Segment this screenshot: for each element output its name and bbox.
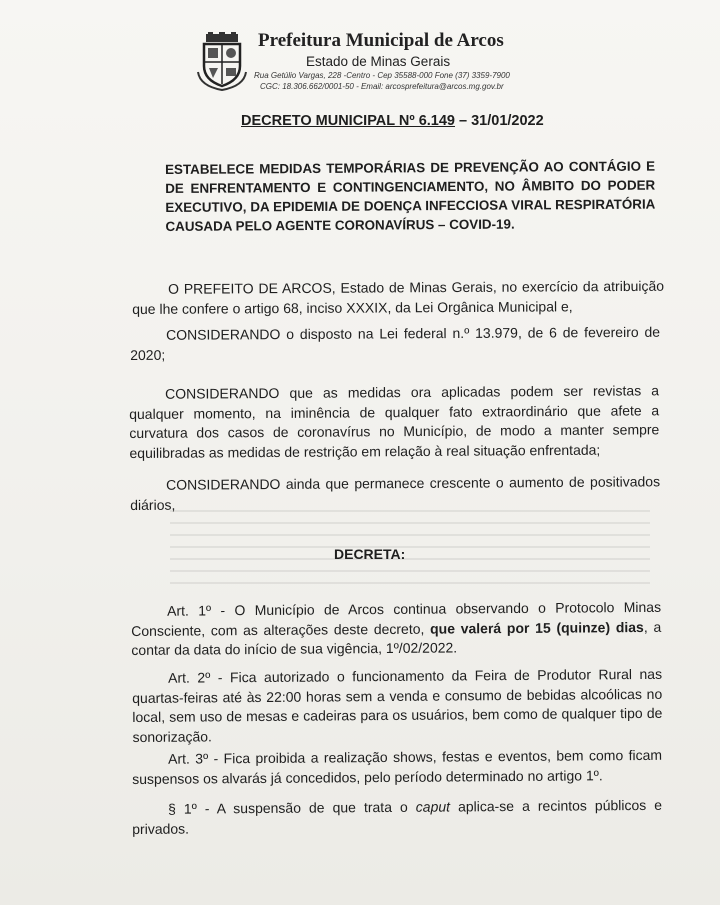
article-1-text: Art. 1º - O Município de Arcos continua observando o Protocolo Minas Consciente, com as alterações deste decreto, — [131, 598, 662, 639]
decree-title — [241, 113, 544, 129]
paragraph-1-text: § 1º - A suspensão de que trata o — [168, 798, 416, 817]
considerando-2: CONSIDERANDO que as medidas ora aplicadas podem ser revistas a qualquer momento, na iminência de qualquer fato extraordinário que afete a curvatura dos casos de coronavírus no Município, de modo a manter sempre equilibradas as medidas de restrição em relação à real situação enfrentada; — [129, 382, 660, 461]
article-1 — [131, 598, 661, 661]
organization-name: Prefeitura Municipal de Arcos — [258, 30, 504, 51]
reverse-side-bleed-through — [170, 510, 650, 590]
considerando-3: CONSIDERANDO ainda que permanece crescente o aumento de positivados diários, — [130, 473, 661, 513]
article-3: Art. 3º - Fica proibida a realização shows, festas e eventos, bem como ficam suspensos os alvarás já concedidos, pelo período determinado no artigo 1º. — [132, 746, 663, 787]
municipal-coat-of-arms-icon — [196, 32, 248, 92]
decree-number: DECRETO MUNICIPAL Nº 6.149 — [241, 113, 455, 129]
preamble: O PREFEITO DE ARCOS, Estado de Minas Gerais, no exercício da atribuição que lhe confere o artigo 68, inciso XXXIX, da Lei Orgânica Municipal e, — [132, 277, 665, 317]
considerando-1: CONSIDERANDO o disposto na Lei federal n.º 13.979, de 6 de fevereiro de 2020; — [130, 323, 661, 363]
article-2: Art. 2º - Fica autorizado o funcionamento da Feira de Produtor Rural nas quartas-feiras até às 22:00 horas sem a venda e consumo de bebidas alcoólicas no local, sem uso de mesas e cadeiras para os usuários, bem como de qualquer tipo de sonorização. — [132, 665, 663, 745]
cgc-email-line: CGC: 18.306.662/0001-50 - Email: arcosprefeitura@arcos.mg.gov.br — [260, 82, 504, 91]
decreta-heading: DECRETA: — [334, 546, 406, 562]
decree-date: – 31/01/2022 — [454, 113, 544, 129]
state-name: Estado de Minas Gerais — [306, 54, 451, 69]
article-1-text-end: , a contar da data do início de sua vigência, 1º/02/2022. — [131, 618, 662, 658]
paragraph-1 — [132, 796, 662, 839]
decree-summary: ESTABELECE MEDIDAS TEMPORÁRIAS DE PREVENÇÃO AO CONTÁGIO E DE ENFRENTAMENTO E CONTINGENCIAMENTO, NO ÂMBITO DO PODER EXECUTIVO, DA EPIDEMIA DE DOENÇA INFECCIOSA VIRAL RESPIRATÓRIA CAUSADA PELO AGENTE CORONAVÍRUS – COVID-19. — [165, 158, 656, 234]
address-line: Rua Getúlio Vargas, 228 -Centro - Cep 35588-000 Fone (37) 3359-7900 — [254, 71, 510, 80]
paragraph-1-text-end: aplica-se a recintos públicos e privados. — [132, 796, 663, 837]
article-1-duration: que valerá por 15 (quinze) dias — [430, 618, 644, 637]
letterhead — [196, 26, 536, 96]
paragraph-1-caput: caput — [415, 798, 451, 815]
